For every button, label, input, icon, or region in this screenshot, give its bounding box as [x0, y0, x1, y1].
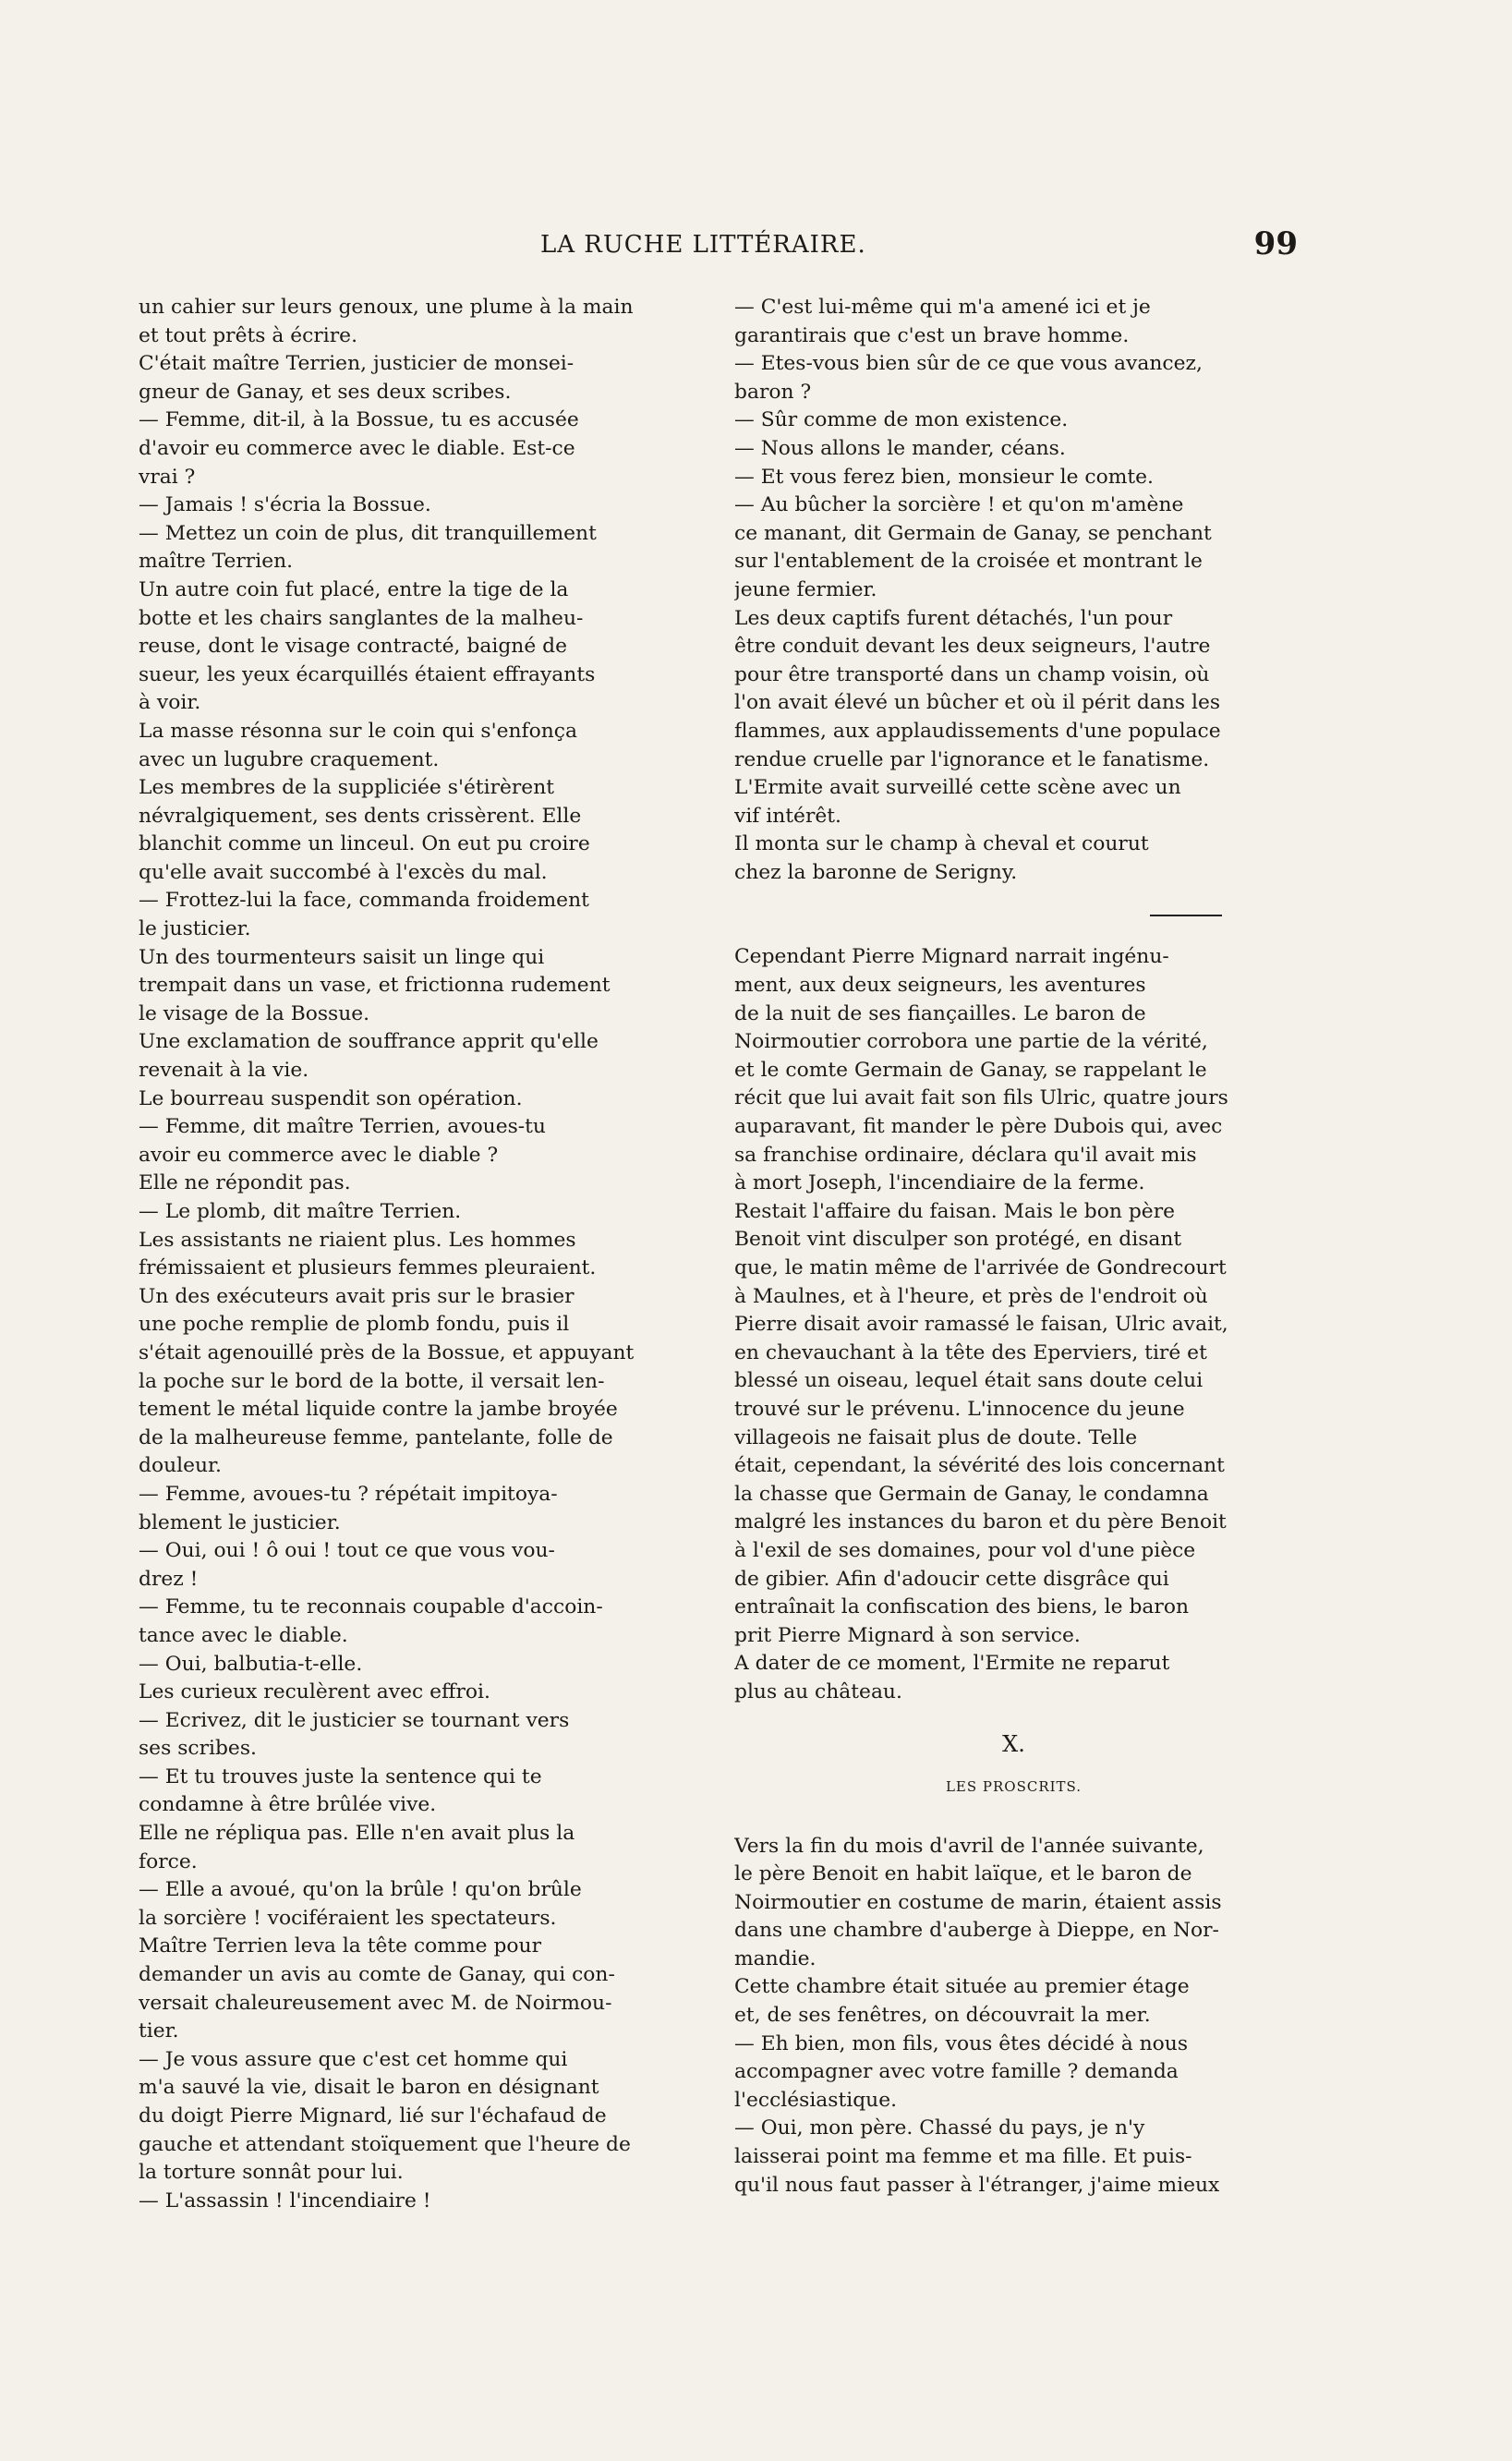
text-line: Elle ne répliqua pas. Elle n'en avait plus la — [139, 1822, 575, 1846]
text-line: en chevauchant à la tête des Eperviers, tiré et — [734, 1340, 1207, 1364]
chapter-title: LES PROSCRITS. — [945, 1777, 1083, 1795]
text-line: chez la baronne de Serigny. — [734, 860, 1018, 884]
text-line: frémissaient et plusieurs femmes pleuraient. — [139, 1256, 597, 1280]
text-line: sueur, les yeux écarquillés étaient effrayants — [139, 662, 596, 686]
text-line: — Femme, avoues-tu ? répétait impitoya- — [139, 1482, 558, 1506]
text-line: Les membres de la suppliciée s'étirèrent — [139, 776, 555, 800]
text-line: douleur. — [139, 1454, 222, 1478]
text-line: à l'exil de ses domaines, pour vol d'une pièce — [734, 1538, 1196, 1562]
text-line: — Au bûcher la sorcière ! et qu'on m'amène — [734, 493, 1184, 517]
text-line: Benoit vint disculper son protégé, en disant — [734, 1228, 1182, 1252]
text-line: flammes, aux applaudissements d'une populace — [734, 719, 1221, 743]
text-line: Un des exécuteurs avait pris sur le brasier — [139, 1284, 575, 1308]
text-line: et, de ses fenêtres, on découvrait la mer. — [734, 2004, 1151, 2028]
text-line: — Nous allons le mander, céans. — [734, 436, 1066, 460]
text-line: C'était maître Terrien, justicier de monsei- — [139, 352, 575, 376]
text-line: vrai ? — [139, 465, 196, 489]
text-line: Cette chambre était située au premier étage — [734, 1975, 1190, 1999]
text-line: blanchit comme un linceul. On eut pu croire — [139, 832, 590, 856]
section-divider — [734, 887, 1293, 943]
text-line: — Oui, mon père. Chassé du pays, je n'y — [734, 2116, 1145, 2140]
text-line: blement le justicier. — [139, 1510, 341, 1534]
text-line: — C'est lui-même qui m'a amené ici et je — [734, 296, 1151, 319]
text-line: s'était agenouillé près de la Bossue, et appuyant — [139, 1340, 635, 1364]
text-line: tier. — [139, 2019, 179, 2043]
text-line: — Eh bien, mon fils, vous êtes décidé à nous — [734, 2031, 1189, 2055]
text-line: Les deux captifs furent détachés, l'un pour — [734, 606, 1173, 630]
text-line: Un des tourmenteurs saisit un linge qui — [139, 945, 545, 969]
right-column-part3 — [734, 1833, 1293, 2200]
text-line: m'a sauvé la vie, disait le baron en désignant — [139, 2076, 599, 2100]
text-line: — Je vous assure que c'est cet homme qui — [139, 2047, 568, 2071]
text-line: Maître Terrien leva la tête comme pour — [139, 1934, 541, 1958]
text-line: condamne à être brûlée vive. — [139, 1793, 437, 1817]
text-line: versait chaleureusement avec M. de Noirmou- — [139, 1991, 612, 2015]
text-line: Noirmoutier corrobora une partie de la vérité, — [734, 1030, 1208, 1054]
text-line: — Oui, balbutia-t-elle. — [139, 1652, 363, 1676]
text-line: être conduit devant les deux seigneurs, l'autre — [734, 635, 1211, 659]
text-line: à Maulnes, et à l'heure, et près de l'endroit où — [734, 1284, 1208, 1308]
text-line: — Oui, oui ! ô oui ! tout ce que vous vou- — [139, 1539, 555, 1563]
text-line: rendue cruelle par l'ignorance et le fanatisme. — [734, 747, 1210, 771]
text-line: à voir. — [139, 691, 201, 715]
text-line: gauche et attendant stoïquement que l'heure de — [139, 2132, 631, 2156]
text-line: ce manant, dit Germain de Ganay, se penchant — [734, 521, 1212, 545]
text-line: l'ecclésiastique. — [734, 2088, 898, 2112]
text-line: ment, aux deux seigneurs, les aventures — [734, 974, 1146, 998]
text-line: entraînait la confiscation des biens, le baron — [734, 1595, 1189, 1619]
text-line: l'on avait élevé un bûcher et où il périt dans les — [734, 691, 1221, 715]
page-number: 99 — [1253, 225, 1298, 262]
text-line: L'Ermite avait surveillé cette scène avec un — [734, 776, 1181, 800]
text-line: mandie. — [734, 1946, 816, 1970]
text-line: avoir eu commerce avec le diable ? — [139, 1143, 499, 1167]
text-line: — Le plomb, dit maître Terrien. — [139, 1200, 462, 1223]
text-line: Cependant Pierre Mignard narrait ingénu- — [734, 945, 1169, 969]
text-line: demander un avis au comte de Ganay, qui con- — [139, 1963, 615, 1987]
text-line: le justicier. — [139, 917, 251, 941]
text-line: Les curieux reculèrent avec effroi. — [139, 1680, 490, 1704]
text-line: jeune fermier. — [734, 577, 877, 601]
text-line: que, le matin même de l'arrivée de Gondrecourt — [734, 1256, 1227, 1279]
text-line: maître Terrien. — [139, 550, 294, 574]
text-line: Restait l'affaire du faisan. Mais le bon père — [734, 1199, 1176, 1223]
text-line: ses scribes. — [139, 1737, 257, 1761]
text-line: sa franchise ordinaire, déclara qu'il avait mis — [734, 1143, 1197, 1167]
text-line: la poche sur le bord de la botte, il versait len- — [139, 1369, 605, 1393]
text-line: Il monta sur le champ à cheval et courut — [734, 832, 1149, 856]
text-line: Un autre coin fut placé, entre la tige de la — [139, 577, 569, 601]
text-line: pour être transporté dans un champ voisin, où — [734, 662, 1210, 686]
text-line: malgré les instances du baron et du père Benoit — [734, 1510, 1227, 1534]
text-line: — Frottez-lui la face, commanda froidement — [139, 889, 589, 913]
text-line: tance avec le diable. — [139, 1623, 348, 1647]
text-line: — Et tu trouves juste la sentence qui te — [139, 1764, 542, 1788]
text-line: le visage de la Bossue. — [139, 1001, 370, 1025]
text-line: et tout prêts à écrire. — [139, 323, 358, 347]
text-line: garantirais que c'est un brave homme. — [734, 323, 1130, 347]
text-line: auparavant, fit mander le père Dubois qui, avec — [734, 1115, 1223, 1139]
text-line: — Femme, dit maître Terrien, avoues-tu — [139, 1115, 546, 1139]
text-line: Vers la fin du mois d'avril de l'année suivante, — [734, 1834, 1204, 1858]
text-line: villageois ne faisait plus de doute. Telle — [734, 1425, 1138, 1449]
text-line: blessé un oiseau, lequel était sans doute celui — [734, 1369, 1204, 1393]
text-line: — Mettez un coin de plus, dit tranquillement — [139, 521, 597, 545]
text-line: la torture sonnât pour lui. — [139, 2161, 404, 2185]
journal-title: LA RUCHE LITTÉRAIRE. — [540, 231, 866, 259]
text-line: A dater de ce moment, l'Ermite ne reparut — [734, 1652, 1170, 1676]
text-line: trouvé sur le prévenu. L'innocence du jeune — [734, 1397, 1185, 1421]
text-line: accompagner avec votre famille ? demanda — [734, 2060, 1179, 2084]
text-line: — Et vous ferez bien, monsieur le comte. — [734, 465, 1154, 489]
text-line: plus au château. — [734, 1679, 902, 1703]
text-line: Le bourreau suspendit son opération. — [139, 1086, 523, 1110]
text-line: botte et les chairs sanglantes de la malheu- — [139, 606, 584, 630]
text-line: sur l'entablement de la croisée et montrant le — [734, 550, 1203, 574]
text-line: avec un lugubre craquement. — [139, 747, 440, 771]
text-line: la sorcière ! vociféraient les spectateurs. — [139, 1906, 557, 1930]
chapter-number: X. — [1002, 1730, 1025, 1757]
text-line: de gibier. Afin d'adoucir cette disgrâce qui — [734, 1567, 1169, 1591]
text-line: à mort Joseph, l'incendiaire de la ferme. — [734, 1171, 1145, 1195]
text-line: — Jamais ! s'écria la Bossue. — [139, 493, 431, 517]
right-column-part2 — [734, 943, 1293, 1706]
text-line: — Femme, dit-il, à la Bossue, tu es accusée — [139, 408, 579, 432]
text-line: la chasse que Germain de Ganay, le condamna — [734, 1482, 1209, 1506]
text-line: prit Pierre Mignard à son service. — [734, 1623, 1081, 1647]
text-line: de la malheureuse femme, pantelante, folle de — [139, 1425, 613, 1449]
text-line: était, cependant, la sévérité des lois concernant — [734, 1454, 1225, 1478]
text-line: tement le métal liquide contre la jambe broyée — [139, 1398, 618, 1422]
text-line: — Sûr comme de mon existence. — [734, 408, 1069, 432]
text-line: récit que lui avait fait son fils Ulric, quatre jours — [734, 1086, 1228, 1110]
left-column — [139, 294, 693, 2215]
text-line: trempait dans un vase, et frictionna rudement — [139, 974, 611, 998]
text-line: — Etes-vous bien sûr de ce que vous avancez, — [734, 352, 1203, 376]
text-line: revenait à la vie. — [139, 1059, 309, 1083]
text-line: — Ecrivez, dit le justicier se tournant vers — [139, 1708, 570, 1732]
text-line: Les assistants ne riaient plus. Les hommes — [139, 1228, 576, 1252]
text-line: le père Benoit en habit laïque, et le baron de — [734, 1862, 1192, 1886]
text-line: dans une chambre d'auberge à Dieppe, en Nor- — [734, 1919, 1219, 1943]
text-line: Pierre disait avoir ramassé le faisan, Ulric avait, — [734, 1313, 1228, 1337]
text-line: et le comte Germain de Ganay, se rappelant le — [734, 1058, 1207, 1082]
text-line: — Elle a avoué, qu'on la brûle ! qu'on brûle — [139, 1878, 582, 1902]
text-line: Une exclamation de souffrance apprit qu'elle — [139, 1030, 599, 1054]
text-line: qu'il nous faut passer à l'étranger, j'aime mieux — [734, 2173, 1220, 2197]
text-line: un cahier sur leurs genoux, une plume à la main — [139, 296, 634, 319]
right-column — [734, 294, 1293, 2200]
text-line: de la nuit de ses fiançailles. Le baron de — [734, 1001, 1146, 1025]
text-line: — Femme, tu te reconnais coupable d'accoin- — [139, 1595, 603, 1619]
text-line: drez ! — [139, 1567, 199, 1591]
text-line: qu'elle avait succombé à l'excès du mal. — [139, 860, 548, 884]
text-line: Noirmoutier en costume de marin, étaient assis — [734, 1890, 1222, 1914]
text-line: vif intérêt. — [734, 804, 841, 828]
text-line: d'avoir eu commerce avec le diable. Est-ce — [139, 436, 575, 460]
text-line: La masse résonna sur le coin qui s'enfonça — [139, 719, 577, 743]
running-header — [139, 220, 1298, 266]
text-line: Elle ne répondit pas. — [139, 1171, 351, 1195]
text-line: du doigt Pierre Mignard, lié sur l'échafaud de — [139, 2104, 607, 2128]
right-column-part1 — [734, 294, 1293, 887]
text-line: reuse, dont le visage contracté, baigné de — [139, 635, 568, 659]
text-line: gneur de Ganay, et ses deux scribes. — [139, 380, 512, 404]
text-line: laisserai point ma femme et ma fille. Et puis- — [734, 2145, 1192, 2169]
text-line: — L'assassin ! l'incendiaire ! — [139, 2188, 431, 2212]
text-line: baron ? — [734, 380, 812, 404]
text-line: névralgiquement, ses dents crissèrent. Elle — [139, 804, 582, 828]
text-line: une poche remplie de plomb fondu, puis il — [139, 1313, 570, 1337]
text-line: force. — [139, 1849, 198, 1873]
